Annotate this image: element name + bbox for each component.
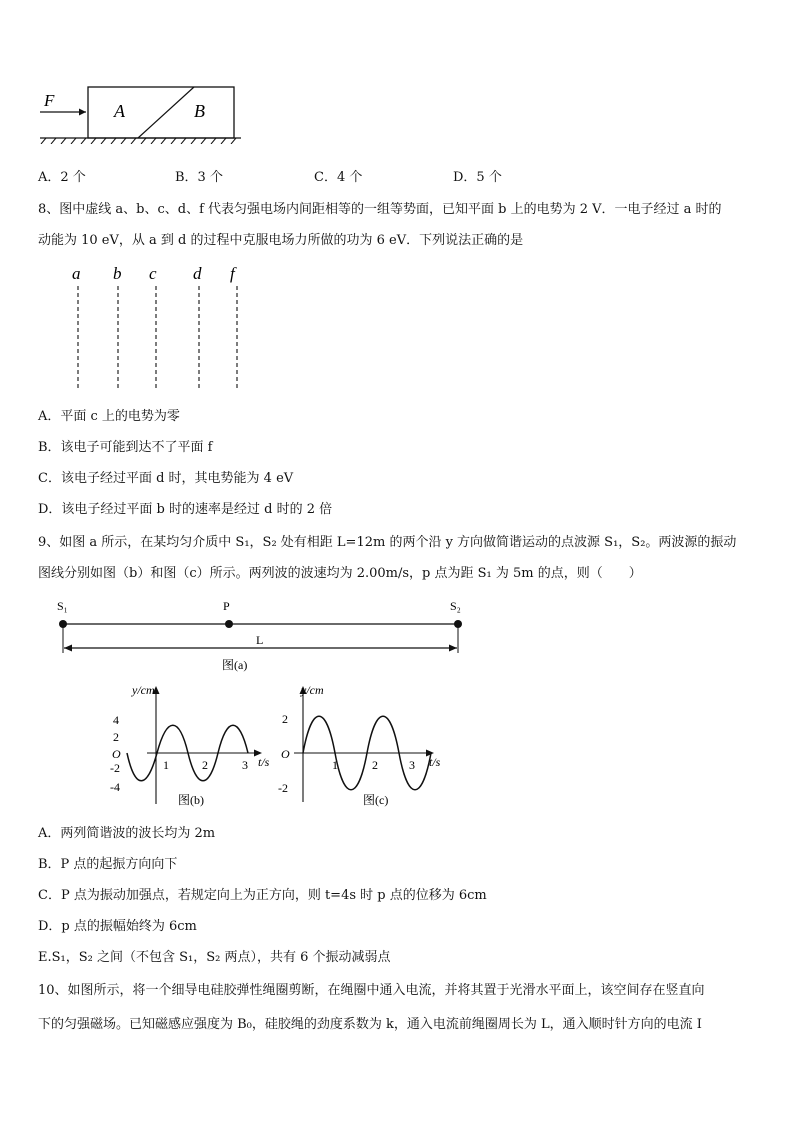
plane-label-a: a [72,264,81,283]
block-a-label: A [114,101,125,121]
s2-label: S₂ [450,599,461,613]
q9-option-a: A．两列简谐波的波长均为 2m [38,826,216,841]
fig-b-caption: 图(b) [178,793,204,807]
q8-option-a: A．平面 c 上的电势为零 [38,409,180,424]
q8-option-c: C．该电子经过平面 d 时，其电势能为 4 eV [38,471,294,486]
q8-stem-line2: 动能为 10 eV，从 a 到 d 的过程中克服电场力所做的功为 6 eV．下列说法正确的是 [38,233,524,248]
q8-equipotential-figure [60,262,260,392]
q8-option-b: B．该电子可能到达不了平面 f [38,440,213,455]
q9-option-e: E.S₁，S₂ 之间（不包含 S₁，S₂ 两点），共有 6 个振动减弱点 [38,950,391,965]
q9-stem-line1: 9、如图 a 所示，在某均匀介质中 S₁，S₂ 处有相距 L=12m 的两个沿 y 方向做简谐运动的点波源 S₁，S₂。两波源的振动 [38,535,737,550]
q9-figure-c [273,680,453,810]
plane-label-b: b [113,264,122,283]
fig-c-xtick-3: 3 [409,758,415,772]
length-label: L [256,633,264,647]
p-label: P [223,599,230,613]
fig-b-ylabel: y/cm [132,683,155,697]
q10-stem-line1: 10、如图所示，将一个细导电硅胶弹性绳圈剪断，在绳圈中通入电流，并将其置于光滑水平面上，该空间存在竖直向 [38,983,705,998]
q9-stem-line2: 图线分别如图（b）和图（c）所示。两列波的波速均为 2.00m/s，p 点为距 S₁ 为 5m 的点，则（ ） [38,566,642,581]
q9-figure-b [105,680,275,810]
fig-b-xtick-2: 2 [202,758,208,772]
s1-label: S₁ [57,599,68,613]
fig-c-ylabel: y/cm [301,683,324,697]
q10-stem-line2: 下的匀强磁场。已知磁感应强度为 B₀，硅胶绳的劲度系数为 k，通入电流前绳圈周长为 L，通入顺时针方向的电流 I [38,1017,702,1032]
q7-option-d: D．5 个 [453,170,502,185]
block-b-label: B [194,101,205,121]
q9-option-d: D．p 点的振幅始终为 6cm [38,919,197,934]
fig-c-ytick-2: 2 [282,712,288,726]
fig-b-origin: O [112,747,121,761]
fig-b-xlabel: t/s [258,755,270,769]
fig-b-xtick-3: 3 [242,758,248,772]
fig-b-xtick-1: 1 [163,758,169,772]
q8-option-d: D．该电子经过平面 b 时的速率是经过 d 时的 2 倍 [38,502,333,517]
fig-c-xtick-1: 1 [332,758,338,772]
q7-option-b: B．3 个 [175,170,223,185]
fig-c-xtick-2: 2 [372,758,378,772]
fig-a-caption: 图(a) [222,658,248,672]
q7-option-c: C．4 个 [314,170,363,185]
fig-b-ytick-2: 2 [113,730,119,744]
plane-label-f: f [230,264,235,283]
fig-c-ytick-neg2: -2 [278,781,288,795]
q8-stem-line1: 8、图中虚线 a、b、c、d、f 代表匀强电场内间距相等的一组等势面，已知平面 b 上的电势为 2 V．一电子经过 a 时的 [38,202,722,217]
q9-option-c: C．P 点为振动加强点，若规定向上为正方向，则 t=4s 时 p 点的位移为 6cm [38,888,487,903]
fig-c-origin: O [281,747,290,761]
fig-c-caption: 图(c) [363,793,389,807]
plane-label-c: c [149,264,157,283]
q7-blocks-figure [36,82,246,144]
fig-b-ytick-neg4: -4 [110,780,120,794]
fig-b-ytick-4: 4 [113,713,119,727]
q9-option-b: B．P 点的起振方向向下 [38,857,178,872]
q9-figure-a [50,596,480,676]
fig-c-xlabel: t/s [429,755,441,769]
force-label: F [44,91,55,110]
plane-label-d: d [193,264,202,283]
fig-b-ytick-neg2: -2 [110,761,120,775]
q7-option-a: A．2 个 [38,170,86,185]
